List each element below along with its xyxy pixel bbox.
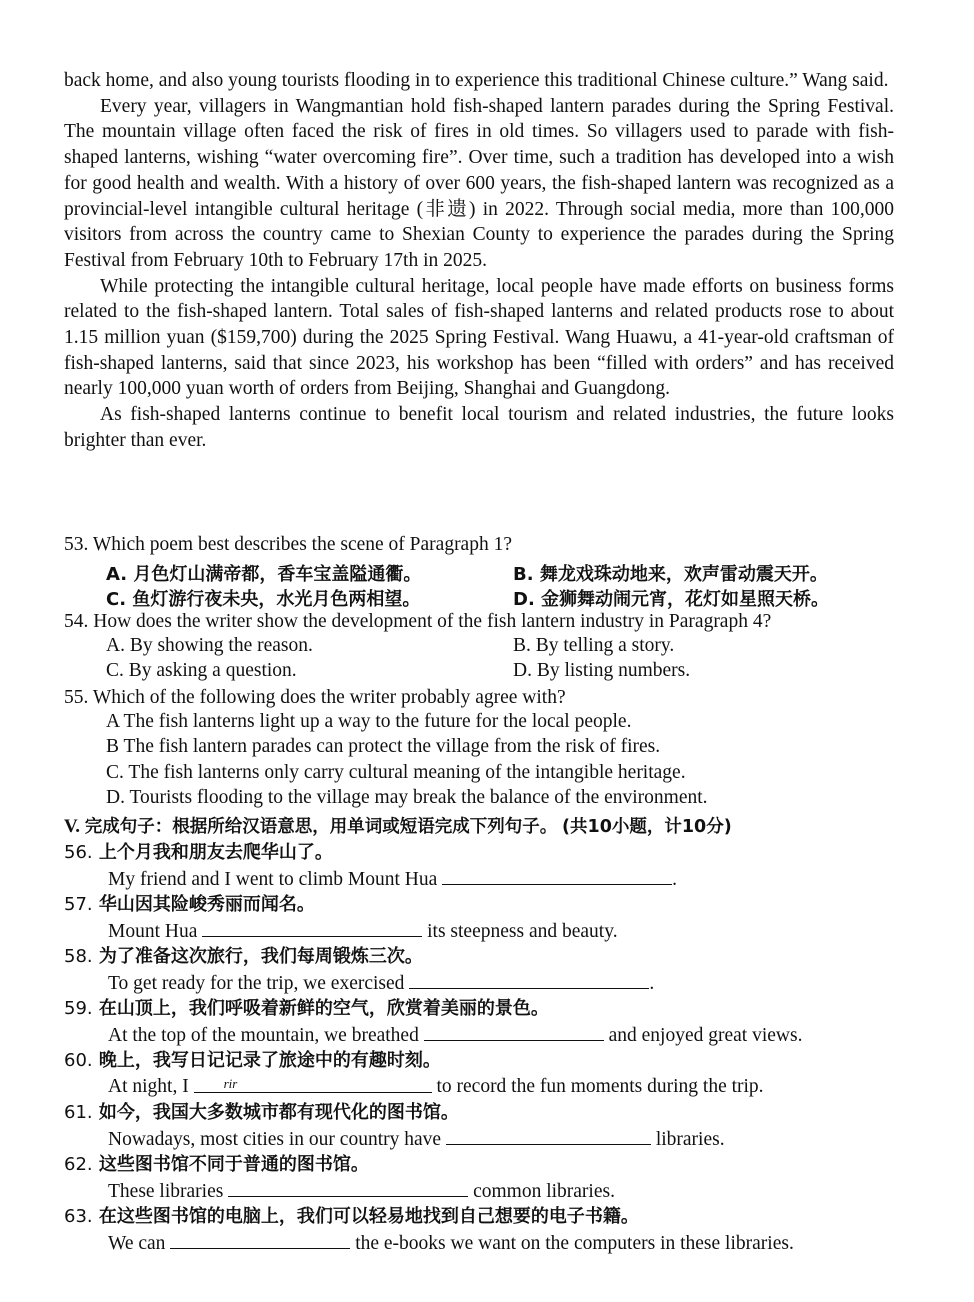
- reading-passage: [64, 68, 894, 454]
- sentence-start: To get ready for the trip, we exercised: [108, 973, 405, 994]
- translation-item-59: [64, 996, 904, 1048]
- question-number: 53.: [64, 534, 89, 555]
- translation-item-57: [64, 892, 904, 944]
- item-number: 63.: [64, 1206, 93, 1227]
- item-number: 60.: [64, 1050, 93, 1071]
- passage-paragraph: As fish-shaped lanterns continue to benefit local tourism and related industries, the future looks brighter than ever.: [64, 404, 894, 451]
- section-instruction: 完成句子：根据所给汉语意思，用单词或短语完成下列句子。: [84, 817, 558, 837]
- option-55-a[interactable]: A The fish lanterns light up a way to the future for the local people.: [106, 711, 632, 732]
- passage-paragraph: Every year, villagers in Wangmantian hold fish-shaped lantern parades during the Spring Festival. The mountain village often faced the risk of fires in old times. So villagers used to parade with fish-shaped lanterns, wishing “water overcoming fire”. Over time, such a tradition has developed into a wish for good health and wealth. With a history of over 600 years, the fish-shaped lantern was recognized as a provincial-level intangible cultural heritage (非遗) in 2022. Through social media, more than 100,000 visitors from across the country came to Shexian County to experience the parades during the Spring Festival from February 10th to February 17th in 2025.: [64, 95, 894, 271]
- sentence-end: libraries.: [655, 1129, 725, 1150]
- item-number: 61.: [64, 1102, 93, 1123]
- item-number: 58.: [64, 946, 93, 967]
- option-54-b[interactable]: B. By telling a story.: [513, 635, 675, 656]
- answer-blank[interactable]: [409, 970, 649, 989]
- sentence-end: .: [649, 973, 655, 994]
- option-55-c[interactable]: C. The fish lanterns only carry cultural meaning of the intangible heritage.: [106, 762, 686, 783]
- sentence-start: My friend and I went to climb Mount Hua: [108, 869, 438, 890]
- question-number: 55.: [64, 687, 89, 708]
- option-53-b[interactable]: B. 舞龙戏珠动地来，欢声雷动震天开。: [513, 564, 828, 585]
- section-score: (共10小题，计10分): [562, 817, 732, 837]
- translation-item-61: [64, 1100, 904, 1152]
- sentence-end: .: [672, 869, 678, 890]
- item-number: 57.: [64, 894, 93, 915]
- option-54-d[interactable]: D. By listing numbers.: [513, 660, 691, 681]
- sentence-end: and enjoyed great views.: [608, 1025, 803, 1046]
- section-v-heading: [64, 813, 732, 838]
- chinese-prompt: 这些图书馆不同于普通的图书馆。: [98, 1154, 369, 1175]
- sentence-end: its steepness and beauty.: [427, 921, 618, 942]
- translation-item-62: [64, 1152, 904, 1204]
- option-54-c[interactable]: C. By asking a question.: [106, 660, 297, 681]
- translation-item-60: [64, 1048, 904, 1100]
- item-number: 59.: [64, 998, 93, 1019]
- question-54: [64, 609, 904, 635]
- sentence-start: Mount Hua: [108, 921, 198, 942]
- handwritten-mark: rir: [223, 1076, 238, 1091]
- option-53-a[interactable]: A. 月色灯山满帝都，香车宝盖隘通衢。: [106, 564, 422, 585]
- option-55-d[interactable]: D. Tourists flooding to the village may break the balance of the environment.: [106, 787, 708, 808]
- chinese-prompt: 在这些图书馆的电脑上，我们可以轻易地找到自己想要的电子书籍。: [98, 1206, 639, 1227]
- answer-blank[interactable]: [194, 1074, 432, 1093]
- translation-item-56: [64, 840, 904, 892]
- option-53-d[interactable]: D. 金狮舞动闹元宵，花灯如星照天桥。: [513, 589, 830, 610]
- sentence-start: At night, I: [108, 1076, 189, 1097]
- item-number: 62.: [64, 1154, 93, 1175]
- answer-blank[interactable]: [170, 1230, 350, 1249]
- translation-item-63: [64, 1204, 904, 1256]
- passage-paragraph: back home, and also young tourists flooding in to experience this traditional Chinese culture.” Wang said.: [64, 70, 889, 91]
- option-55-b[interactable]: B The fish lantern parades can protect the village from the risk of fires.: [106, 736, 661, 757]
- answer-blank[interactable]: [446, 1126, 651, 1145]
- chinese-prompt: 在山顶上，我们呼吸着新鲜的空气，欣赏着美丽的景色。: [98, 998, 549, 1019]
- sentence-end: to record the fun moments during the trip.: [436, 1076, 764, 1097]
- item-number: 56.: [64, 842, 93, 863]
- passage-paragraph: While protecting the intangible cultural heritage, local people have made efforts on business forms related to the fish-shaped lantern. Total sales of fish-shaped lanterns and related products rose to about 1.15 million yuan ($159,700) during the 2025 Spring Festival. Wang Huawu, a 41-year-old craftsman of fish-shaped lanterns, said that since 2023, his workshop has been “filled with orders” and has received nearly 100,000 yuan worth of orders from Beijing, Shanghai and Guangdong.: [64, 275, 894, 400]
- translation-item-58: [64, 944, 904, 996]
- question-53: [64, 532, 904, 558]
- question-number: 54.: [64, 611, 89, 632]
- sentence-start: Nowadays, most cities in our country have: [108, 1129, 442, 1150]
- option-54-a[interactable]: A. By showing the reason.: [106, 635, 313, 656]
- answer-blank[interactable]: [442, 866, 672, 885]
- chinese-prompt: 华山因其险峻秀丽而闻名。: [98, 894, 315, 915]
- answer-blank[interactable]: [228, 1178, 468, 1197]
- sentence-end: the e-books we want on the computers in these libraries.: [355, 1233, 794, 1254]
- sentence-end: common libraries.: [473, 1181, 615, 1202]
- chinese-prompt: 如今，我国大多数城市都有现代化的图书馆。: [98, 1102, 459, 1123]
- section-label: V.: [64, 816, 81, 837]
- chinese-prompt: 晚上，我写日记记录了旅途中的有趣时刻。: [98, 1050, 441, 1071]
- chinese-prompt: 为了准备这次旅行，我们每周锻炼三次。: [98, 946, 423, 967]
- question-text: Which of the following does the writer probably agree with?: [92, 687, 566, 708]
- sentence-start: At the top of the mountain, we breathed: [108, 1025, 419, 1046]
- answer-blank[interactable]: [424, 1022, 604, 1041]
- question-text: How does the writer show the development of the fish lantern industry in Paragraph 4?: [93, 611, 772, 632]
- answer-blank[interactable]: [202, 918, 422, 937]
- option-53-c[interactable]: C. 鱼灯游行夜未央，水光月色两相望。: [106, 589, 421, 610]
- sentence-start: These libraries: [108, 1181, 224, 1202]
- sentence-start: We can: [108, 1233, 166, 1254]
- question-text: Which poem best describes the scene of Paragraph 1?: [92, 534, 512, 555]
- chinese-prompt: 上个月我和朋友去爬华山了。: [98, 842, 333, 863]
- question-55: [64, 685, 904, 711]
